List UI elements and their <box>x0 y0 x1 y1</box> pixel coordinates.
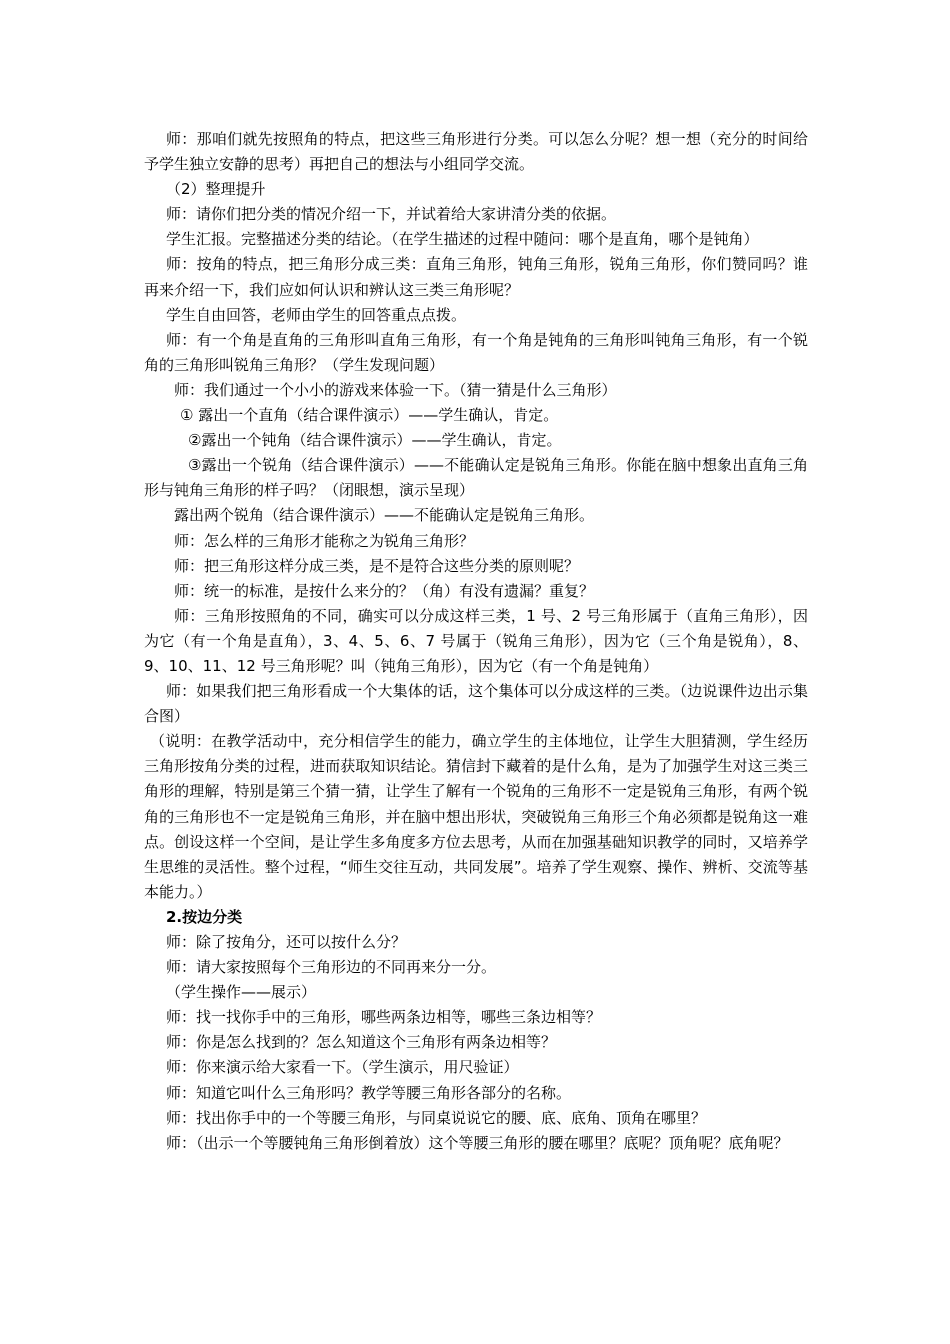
paragraph: 露出两个锐角（结合课件演示）——不能确认定是锐角三角形。 <box>174 506 595 525</box>
paragraph: ① 露出一个直角（结合课件演示）——学生确认，肯定。 <box>180 406 559 425</box>
paragraph: ②露出一个钝角（结合课件演示）——学生确认，肯定。 <box>188 431 562 450</box>
paragraph: （2）整理提升 <box>166 180 266 199</box>
paragraph: 师：把三角形这样分成三类，是不是符合这些分类的原则呢？ <box>174 556 580 575</box>
paragraph: 师：如果我们把三角形看成一个大集体的话，这个集体可以分成这样的三类。（边说课件边出示集合图） <box>144 682 808 726</box>
paragraph: 师：我们通过一个小小的游戏来体验一下。（猜一猜是什么三角形） <box>174 380 617 399</box>
paragraph: 师：那咱们就先按照角的特点，把这些三角形进行分类。可以怎么分呢？想一想（充分的时间给予学生独立安静的思考）再把自己的想法与小组同学交流。 <box>144 130 808 174</box>
paragraph: 师：除了按角分，还可以按什么分？ <box>166 933 407 951</box>
paragraph: 2.按边分类 <box>166 907 243 926</box>
paragraph: 师：请你们把分类的情况介绍一下，并试着给大家讲清分类的依据。 <box>166 205 617 224</box>
paragraph: 师：三角形按照角的不同，确实可以分成这样三类，1 号、2 号三角形属于（直角三角形），因为它（有一个角是直角），3、4、5、6、7 号属于（锐角三角形），因为它（三个角是锐角），8、9、10、11、12 号三角形呢？叫（钝角三角形），因为它（有一个角是钝角） <box>144 606 808 675</box>
paragraph: （学生操作——展示） <box>166 983 317 1002</box>
paragraph: 师：请大家按照每个三角形边的不同再来分一分。 <box>166 958 497 977</box>
paragraph: 师：有一个角是直角的三角形叫直角三角形，有一个角是钝角的三角形叫钝角三角形，有一个锐角的三角形叫锐角三角形？（学生发现问题） <box>144 330 808 374</box>
paragraph: 学生自由回答，老师由学生的回答重点点拨。 <box>166 305 467 324</box>
paragraph: 师：你是怎么找到的？怎么知道这个三角形有两条边相等？ <box>166 1033 557 1052</box>
paragraph: 师：找出你手中的一个等腰三角形，与同桌说说它的腰、底、底角、顶角在哪里？ <box>166 1108 707 1127</box>
paragraph: 师：知道它叫什么三角形吗？教学等腰三角形各部分的名称。 <box>166 1083 572 1102</box>
paragraph: （说明：在教学活动中，充分相信学生的能力，确立学生的主体地位，让学生大胆猜测，学生经历三角形按角分类的过程，进而获取知识结论。猜信封下藏着的是什么角，是为了加强学生对这三类三角形的理解，特别是第三个猜一猜，让学生了解有一个锐角的三角形不一定是锐角三角形，有两个锐角的三角形也不一定是锐角三角形，并在脑中想出形状，突破锐角三角形三个角必须都是锐角这一难点。创设这样一个空间，是让学生多角度多方位去思考，从而在加强基础知识教学的同时，又培养学生思维的灵活性。整个过程，“师生交往互动，共同发展”。培养了学生观察、操作、辨析、交流等基本能力。） <box>144 732 808 901</box>
paragraph: 师：（出示一个等腰钝角三角形倒着放）这个等腰三角形的腰在哪里？底呢？顶角呢？底角呢？ <box>166 1133 789 1152</box>
paragraph: 学生汇报。完整描述分类的结论。（在学生描述的过程中随问：哪个是直角，哪个是钝角） <box>166 230 759 249</box>
paragraph: 师：你来演示给大家看一下。（学生演示，用尺验证） <box>166 1058 519 1077</box>
paragraph: 师：怎么样的三角形才能称之为锐角三角形？ <box>174 531 475 550</box>
paragraph: 师：按角的特点，把三角形分成三类：直角三角形，钝角三角形，锐角三角形，你们赞同吗？谁再来介绍一下，我们应如何认识和辨认这三类三角形呢？ <box>144 255 808 299</box>
paragraph: ③露出一个锐角（结合课件演示）——不能确认定是锐角三角形。你能在脑中想象出直角三角形与钝角三角形的样子吗？（闭眼想，演示呈现） <box>144 456 808 500</box>
document-body <box>144 127 808 1156</box>
paragraph: 师：找一找你手中的三角形，哪些两条边相等，哪些三条边相等？ <box>166 1008 602 1027</box>
paragraph: 师：统一的标准，是按什么来分的？（角）有没有遗漏？重复？ <box>174 581 595 600</box>
